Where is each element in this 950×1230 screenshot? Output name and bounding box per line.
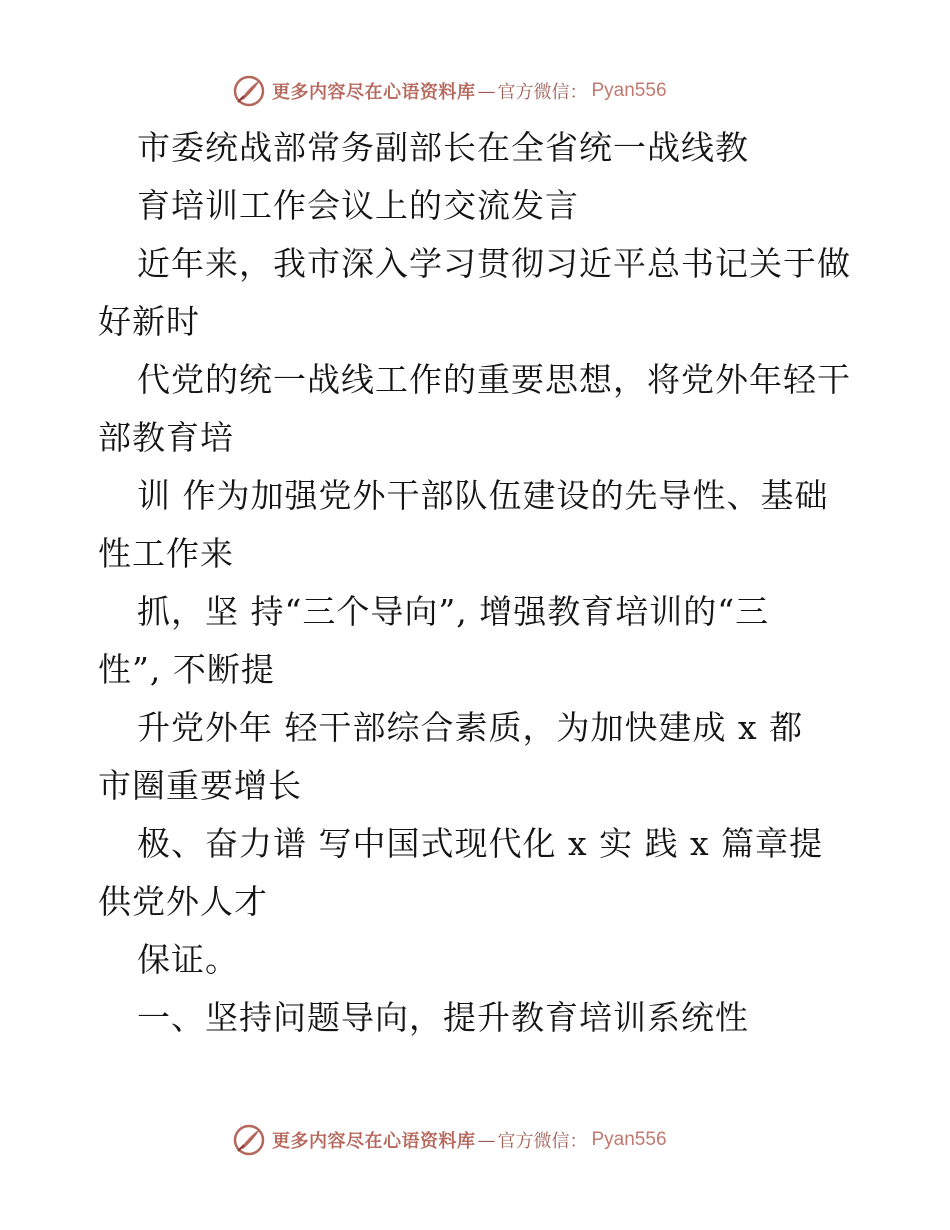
document-title-line-1: 市委统战部常务副部长在全省统一战线教 (137, 128, 749, 167)
document-title-line-2: 育培训工作会议上的交流发言 (137, 186, 579, 225)
watermark-text: 更多内容尽在心语资料库 (272, 82, 476, 103)
paragraph-line: 性工作来 (98, 534, 234, 573)
section-heading: 一、坚持问题导向，提升教育培训系统性 (137, 998, 749, 1037)
paragraph-line: 抓，坚 持“三个导向”, 增强教育培训的“三 (137, 592, 770, 631)
paragraph-line: 供党外人才 (98, 882, 268, 921)
watermark-banner-top (232, 73, 667, 109)
watermark-separator: — (477, 80, 496, 102)
paragraph-line: 升党外年 轻干部综合素质，为加快建成 x 都 (137, 708, 804, 747)
watermark-handle: Pyan556 (591, 1129, 667, 1150)
paragraph-line: 市圈重要增长 (98, 766, 302, 805)
paragraph-line: 近年来，我市深入学习贯彻习近平总书记关于做 (137, 244, 851, 283)
paragraph-line: 好新时 (98, 302, 200, 341)
watermark-separator: — (477, 1129, 496, 1151)
feather-pen-logo-icon (232, 1123, 266, 1157)
paragraph-line: 性”, 不断提 (98, 650, 275, 689)
feather-pen-logo-icon (232, 74, 266, 108)
paragraph-line: 代党的统一战线工作的重要思想，将党外年轻干 (137, 360, 851, 399)
watermark-text: 更多内容尽在心语资料库 (272, 1131, 476, 1152)
watermark-banner-bottom (232, 1122, 667, 1158)
paragraph-line: 保证。 (137, 940, 239, 979)
paragraph-line: 训 作为加强党外干部队伍建设的先导性、基础 (137, 476, 829, 515)
watermark-wechat-label: 官方微信： (497, 82, 588, 103)
watermark-wechat-label: 官方微信： (497, 1131, 588, 1152)
watermark-handle: Pyan556 (591, 80, 667, 101)
paragraph-line: 部教育培 (98, 418, 234, 457)
paragraph-line: 极、奋力谱 写中国式现代化 x 实 践 x 篇章提 (137, 824, 824, 863)
